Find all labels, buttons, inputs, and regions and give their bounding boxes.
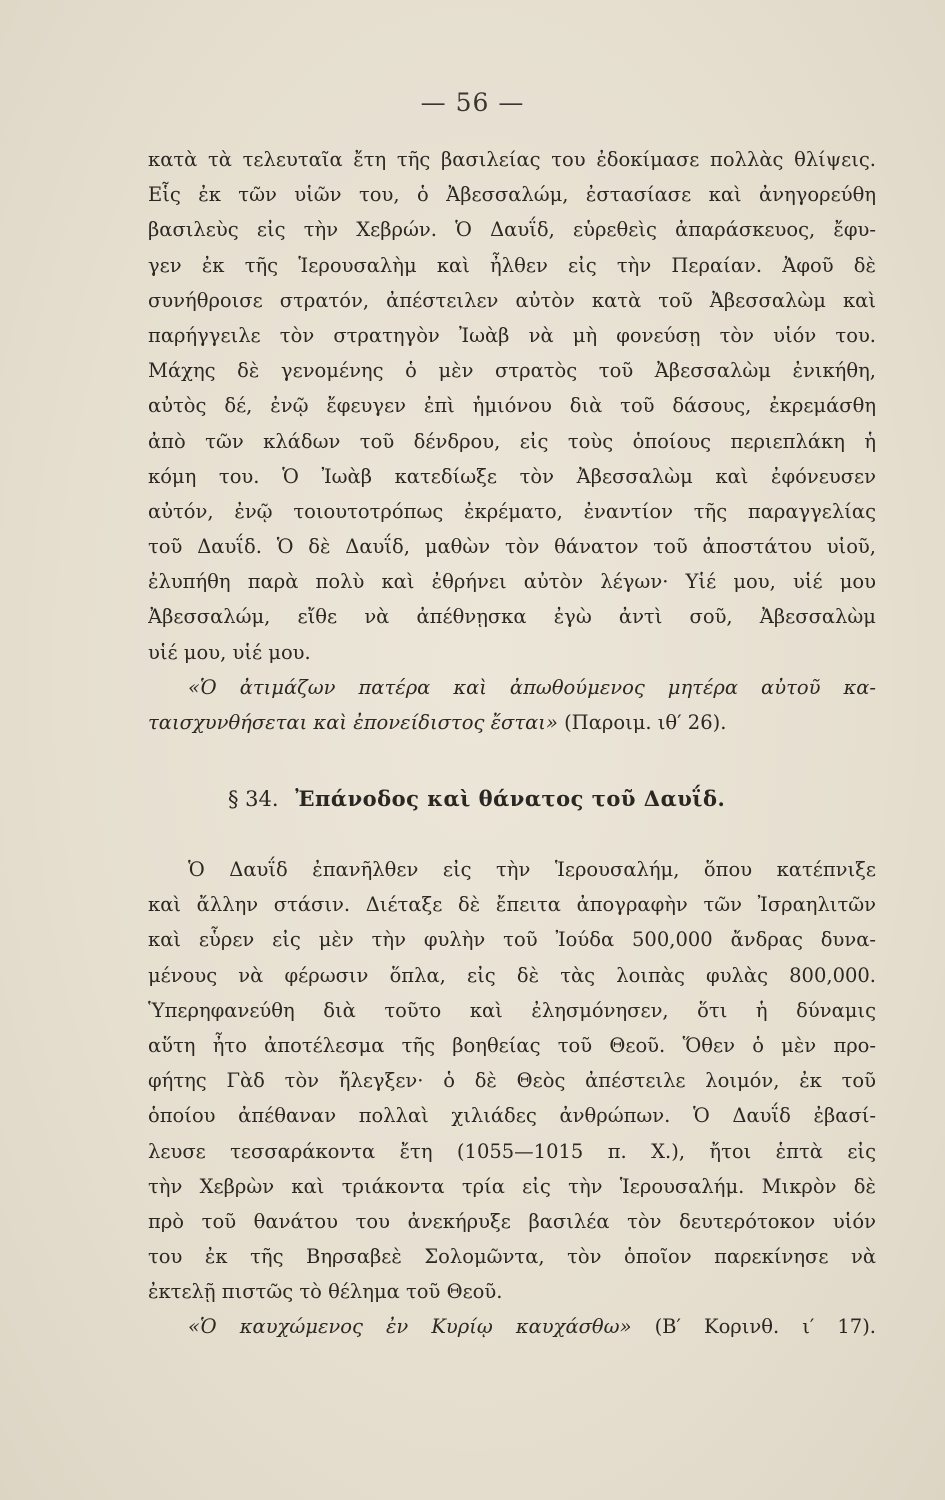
quote-proverbs-line: «Ὁ ἀτιμάζων πατέρα καὶ ἀπωθούμενος μητέρα αὐτοῦ κα- (188, 675, 876, 699)
text-line: γεν ἐκ τῆς Ἱερουσαλὴμ καὶ ἦλθεν εἰς τὴν Περαίαν. Ἀφοῦ δὲ (148, 253, 876, 277)
quote-corinthians-text: «Ὁ καυχώμενος ἐν Κυρίῳ καυχάσθω» (188, 1315, 632, 1339)
section-number: § 34. (228, 787, 279, 811)
text-line: αὕτη ἦτο ἀποτέλεσμα τῆς βοηθείας τοῦ Θεοῦ. Ὅθεν ὁ μὲν προ- (148, 1033, 876, 1057)
text-line: Ὁ Δαυΐδ ἐπανῆλθεν εἰς τὴν Ἱερουσαλήμ, ὅπου κατέπνιξε (188, 858, 876, 881)
text-line: καὶ ἄλλην στάσιν. Διέταξε δὲ ἔπειτα ἀπογραφὴν τῶν Ἰσραηλιτῶν (148, 893, 876, 917)
text-line: υἱέ μου, υἱέ μου. (148, 640, 311, 664)
quote-proverbs-line (148, 705, 876, 740)
text-line: του ἐκ τῆς Βηρσαβεὲ Σολομῶντα, τὸν ὁποῖον παρεκίνησε νὰ (148, 1245, 876, 1269)
quote-corinthians-line (148, 1309, 876, 1344)
text-line: μένους νὰ φέρωσιν ὅπλα, εἰς δὲ τὰς λοιπὰς φυλὰς 800,000. (148, 963, 876, 987)
text-line: ἐλυπήθη παρὰ πολὺ καὶ ἐθρήνει αὐτὸν λέγων· Υἱέ μου, υἱέ μου (148, 570, 876, 594)
text-line: Ὑπερηφανεύθη διὰ τοῦτο καὶ ἐλησμόνησεν, ὅτι ἡ δύναμις (148, 998, 876, 1022)
paragraph-return-and-death (148, 852, 876, 1345)
text-line: πρὸ τοῦ θανάτου του ἀνεκήρυξε βασιλέα τὸν δευτερότοκον υἱόν (148, 1209, 876, 1233)
text-line: τοῦ Δαυΐδ. Ὁ δὲ Δαυΐδ, μαθὼν τὸν θάνατον τοῦ ἀποστάτου υἱοῦ, (148, 535, 876, 559)
text-line: κόμη του. Ὁ Ἰωὰβ κατεδίωξε τὸν Ἀβεσσαλὼμ καὶ ἐφόνευσεν (148, 464, 876, 488)
text-line: αὐτόν, ἐνῷ τοιουτοτρόπως ἐκρέματο, ἐναντίον τῆς παραγγελίας (148, 499, 876, 523)
text-line: βασιλεὺς εἰς τὴν Χεβρών. Ὁ Δαυΐδ, εὑρεθεὶς ἀπαράσκευος, ἔφυ- (148, 218, 876, 242)
text-line: παρήγγειλε τὸν στρατηγὸν Ἰωὰβ νὰ μὴ φονεύσῃ τὸν υἱόν του. (148, 323, 876, 347)
quote-proverbs-text: ταισχυνθήσεται καὶ ἐπονείδιστος ἔσται» (148, 711, 558, 734)
text-line: Μάχης δὲ γενομένης ὁ μὲν στρατὸς τοῦ Ἀβεσσαλὼμ ἐνικήθη, (148, 359, 876, 383)
text-line: ἀπὸ τῶν κλάδων τοῦ δένδρου, εἰς τοὺς ὁποίους περιεπλάκη ἡ (148, 429, 876, 453)
text-line: Εἷς ἐκ τῶν υἱῶν του, ὁ Ἀβεσσαλώμ, ἐστασίασε καὶ ἀνηγορεύθη (148, 183, 876, 207)
text-line: συνήθροισε στρατόν, ἀπέστειλεν αὐτὸν κατὰ τοῦ Ἀβεσσαλὼμ καὶ (148, 288, 876, 312)
text-line: κατὰ τὰ τελευταῖα ἔτη τῆς βασιλείας του ἐδοκίμασε πολλὰς θλίψεις. (148, 148, 876, 171)
quote-corinthians-reference: (Β′ Κορινθ. ι′ 17). (654, 1315, 876, 1339)
paragraph-absalom (148, 142, 876, 740)
text-line: ἐκτελῇ πιστῶς τὸ θέλημα τοῦ Θεοῦ. (148, 1280, 503, 1304)
text-line: λευσε τεσσαράκοντα ἔτη (1055—1015 π. Χ.), ἤτοι ἑπτὰ εἰς (148, 1139, 876, 1163)
text-line: καὶ εὗρεν εἰς μὲν τὴν φυλὴν τοῦ Ἰούδα 500,000 ἄνδρας δυνα- (148, 928, 876, 952)
section-heading (228, 786, 828, 811)
text-line: αὐτὸς δέ, ἐνῷ ἔφευγεν ἐπὶ ἡμιόνου διὰ τοῦ δάσους, ἐκρεμάσθη (148, 394, 876, 418)
page-number: — 56 — (420, 88, 525, 117)
text-line: φήτης Γὰδ τὸν ἤλεγξεν· ὁ δὲ Θεὸς ἀπέστειλε λοιμόν, ἐκ τοῦ (148, 1069, 876, 1093)
text-line: τὴν Χεβρὼν καὶ τριάκοντα τρία εἰς τὴν Ἱερουσαλήμ. Μικρὸν δὲ (148, 1174, 876, 1198)
text-line: ὁποίου ἀπέθαναν πολλαὶ χιλιάδες ἀνθρώπων. Ὁ Δαυΐδ ἐβασί- (148, 1104, 876, 1128)
section-title: Ἐπάνοδος καὶ θάνατος τοῦ Δαυΐδ. (295, 786, 726, 811)
text-line: Ἀβεσσαλώμ, εἴθε νὰ ἀπέθνῃσκα ἐγὼ ἀντὶ σοῦ, Ἀβεσσαλὼμ (148, 605, 876, 629)
quote-proverbs-reference: (Παροιμ. ιθ′ 26). (564, 711, 727, 734)
